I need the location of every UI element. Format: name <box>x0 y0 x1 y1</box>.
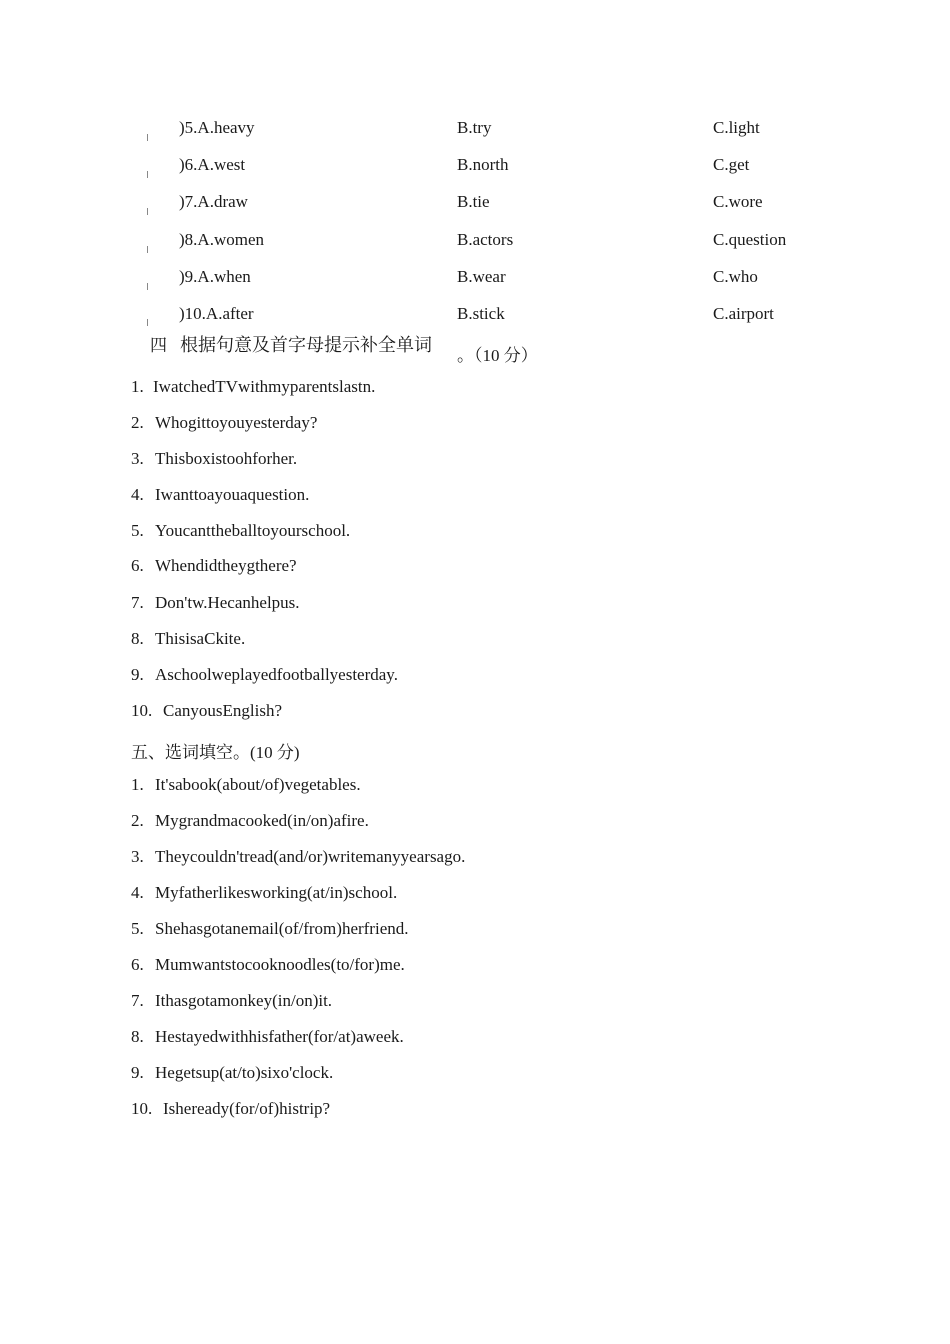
list-item: 9. Aschoolweplayedfootballyesterday. <box>131 665 398 684</box>
list-item: 6. Mumwantstocooknoodles(to/for)me. <box>131 955 405 974</box>
option-b: B.stick <box>457 304 505 323</box>
question-number-a: )10.A.after <box>179 304 254 323</box>
section-4-title: 根据句意及首字母提示补全单词 <box>180 335 432 355</box>
question-number-a: )7.A.draw <box>179 192 248 211</box>
answer-bracket <box>147 319 150 326</box>
list-item: 8. Hestayedwithhisfather(for/at)aweek. <box>131 1027 404 1046</box>
list-item: 10. Isheready(for/of)histrip? <box>131 1099 331 1118</box>
list-item: 4. Myfatherlikesworking(at/in)school. <box>131 883 398 902</box>
section-4-score: 。（10 分） <box>457 346 538 365</box>
list-item: 5. Shehasgotanemail(of/from)herfriend. <box>131 919 409 938</box>
option-c: C.light <box>713 118 760 137</box>
question-number-a: )8.A.women <box>179 230 264 249</box>
option-b: B.north <box>457 155 509 174</box>
list-item: 7. Don'tw.Hecanhelpus. <box>131 593 300 612</box>
list-item: 3. Theycouldn'tread(and/or)writemanyyearsago. <box>131 847 466 866</box>
list-item: 7. Ithasgotamonkey(in/on)it. <box>131 991 333 1010</box>
list-item: 5. Youcanttheballtoyourschool. <box>131 521 351 540</box>
option-b: B.tie <box>457 192 490 211</box>
question-number-a: )6.A.west <box>179 155 246 174</box>
list-item: 2. Mygrandmacooked(in/on)afire. <box>131 811 369 830</box>
list-item: 8. ThisisaCkite. <box>131 629 246 648</box>
list-item: 2. Whogittoyouyesterday? <box>131 413 318 432</box>
option-c: C.question <box>713 230 787 249</box>
section-4-number: 四 <box>150 336 167 355</box>
question-number-a: )9.A.when <box>179 267 251 286</box>
option-b: B.try <box>457 118 492 137</box>
option-c: C.who <box>713 267 758 286</box>
option-c: C.wore <box>713 192 763 211</box>
list-item: 9. Hegetsup(at/to)sixo'clock. <box>131 1063 334 1082</box>
list-item: 4. Iwanttoayouaquestion. <box>131 485 310 504</box>
section-4-heading <box>150 331 440 355</box>
list-item: 3. Thisboxistoohforher. <box>131 449 298 468</box>
list-item: 1. It'sabook(about/of)vegetables. <box>131 775 361 794</box>
list-item: 10. CanyousEnglish? <box>131 701 282 720</box>
answer-bracket <box>147 134 150 141</box>
answer-bracket <box>147 171 150 178</box>
option-b: B.wear <box>457 267 506 286</box>
list-item: 1. IwatchedTVwithmyparentslastn. <box>131 377 376 396</box>
list-item: 6. Whendidtheygthere? <box>131 556 297 575</box>
option-b: B.actors <box>457 230 514 249</box>
option-c: C.airport <box>713 304 774 323</box>
section-5-title: 五、选词填空。(10 分) <box>131 743 300 762</box>
answer-bracket <box>147 283 150 290</box>
answer-bracket <box>147 208 150 215</box>
question-number-a: )5.A.heavy <box>179 118 255 137</box>
option-c: C.get <box>713 155 750 174</box>
answer-bracket <box>147 246 150 253</box>
